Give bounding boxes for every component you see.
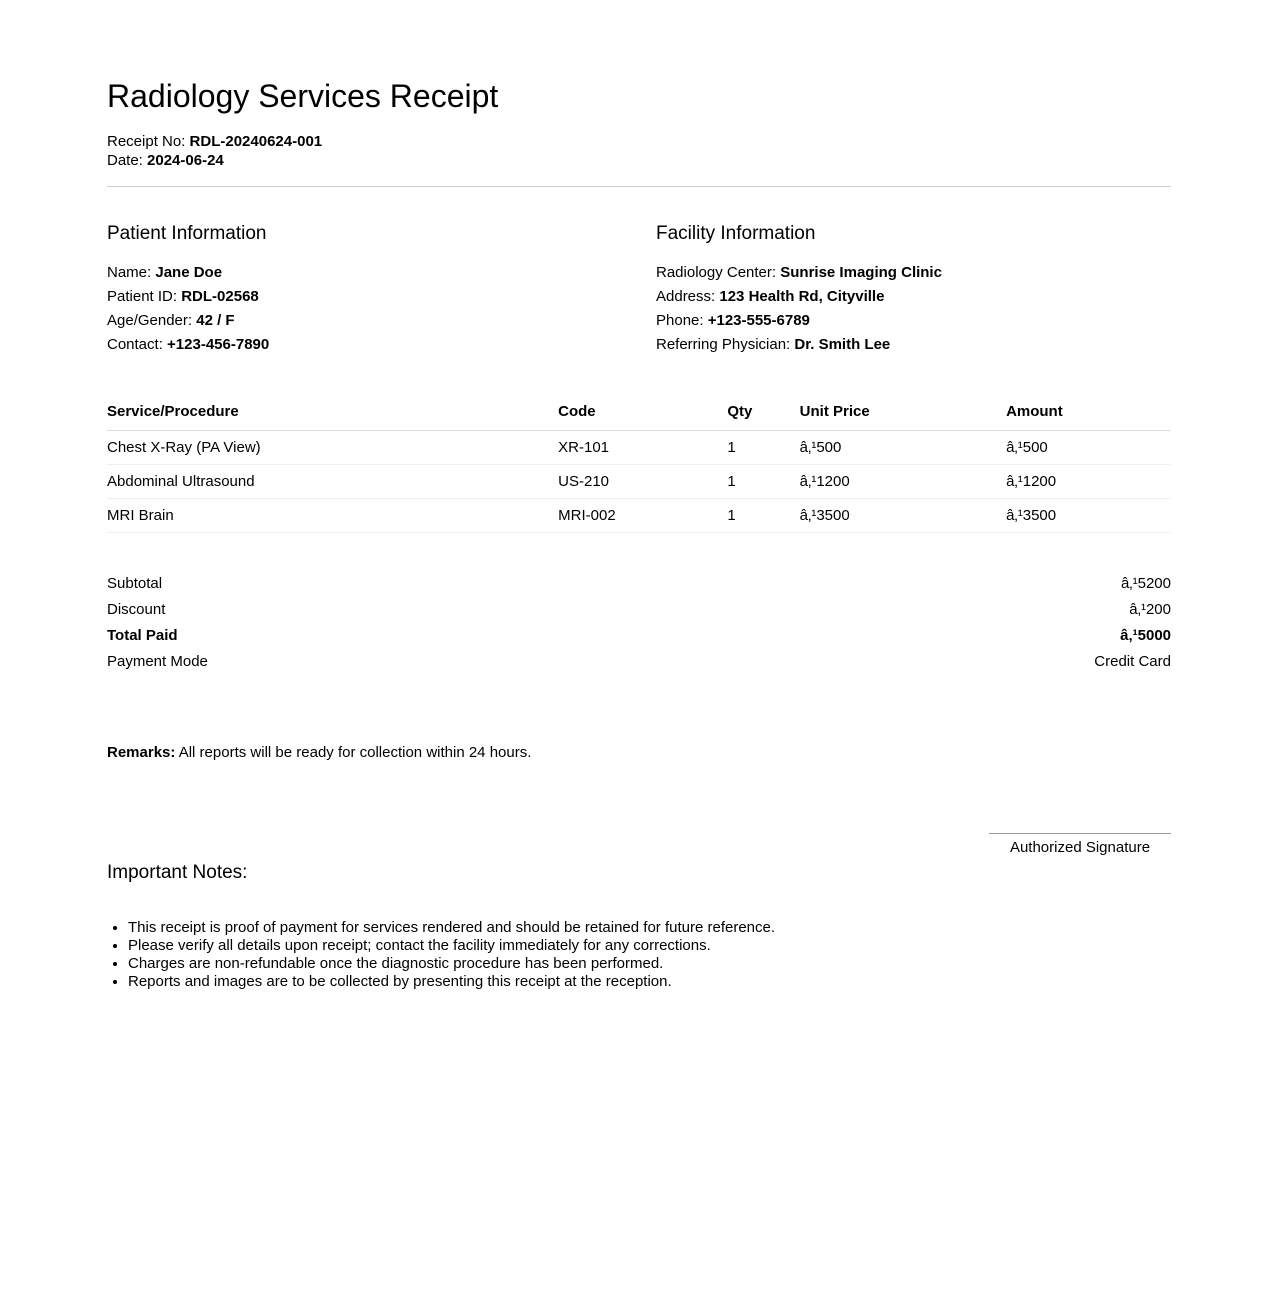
table-row	[107, 430, 1171, 464]
cell-unit-price: â‚¹500	[800, 430, 1006, 464]
receipt-date-label: Date:	[107, 151, 143, 169]
signature-label: Authorized Signature	[1009, 838, 1151, 856]
remarks-text: All reports will be ready for collection within 24 hours.	[178, 743, 532, 761]
list-item: • This receipt is proof of payment for services rendered and should be retained for future reference.	[128, 919, 1171, 937]
field-value: Jane Doe	[155, 263, 223, 281]
discount-value: â‚¹200	[1129, 600, 1171, 618]
col-header-amount: Amount	[1006, 400, 1171, 431]
cell-unit-price: â‚¹3500	[800, 498, 1006, 532]
total-paid-row	[107, 623, 1171, 649]
header-divider	[107, 186, 1171, 187]
facility-fields	[656, 261, 1171, 357]
table-row	[107, 498, 1171, 532]
patient-section-title: Patient Information	[107, 222, 267, 244]
subtotal-value: â‚¹5200	[1120, 574, 1171, 592]
list-item: • Please verify all details upon receipt; contact the facility immediately for any corrections.	[128, 937, 1171, 955]
cell-amount: â‚¹1200	[1006, 464, 1171, 498]
subtotal-row	[107, 571, 1171, 597]
field-value: 123 Health Rd, Cityville	[719, 287, 885, 305]
list-item: • Charges are non-refundable once the diagnostic procedure has been performed.	[128, 955, 1171, 973]
important-notes-title: Important Notes:	[107, 861, 248, 883]
page-title: Radiology Services Receipt	[107, 78, 499, 114]
field-value: +123-555-6789	[707, 311, 810, 329]
col-header-unit-price: Unit Price	[800, 400, 1006, 431]
col-header-service: Service/Procedure	[107, 400, 558, 431]
patient-info-section	[107, 223, 656, 357]
signature-block	[989, 833, 1171, 856]
field-label: Phone:	[656, 311, 704, 329]
cell-service: Chest X-Ray (PA View)	[107, 430, 558, 464]
col-header-code: Code	[558, 400, 727, 431]
cell-qty: 1	[727, 430, 799, 464]
field-label: Contact:	[107, 335, 163, 353]
field-label: Radiology Center:	[656, 263, 777, 281]
subtotal-label: Subtotal	[107, 574, 163, 592]
list-item: • Reports and images are to be collected by presenting this receipt at the reception.	[128, 973, 1171, 991]
cell-amount: â‚¹500	[1006, 430, 1171, 464]
field-label: Age/Gender:	[107, 311, 193, 329]
header-row	[107, 400, 1171, 431]
total-paid-label: Total Paid	[107, 626, 178, 644]
col-header-qty: Qty	[727, 400, 799, 431]
totals-section	[107, 571, 1171, 675]
table-row	[107, 464, 1171, 498]
discount-row	[107, 597, 1171, 623]
facility-phone-field	[656, 309, 1171, 333]
field-value: RDL-02568	[181, 287, 259, 305]
cell-code: XR-101	[558, 430, 727, 464]
payment-mode-label: Payment Mode	[107, 652, 208, 670]
cell-amount: â‚¹3500	[1006, 498, 1171, 532]
cell-service: MRI Brain	[107, 498, 558, 532]
cell-unit-price: â‚¹1200	[800, 464, 1006, 498]
cell-service: Abdominal Ultrasound	[107, 464, 558, 498]
facility-physician-field	[656, 333, 1171, 357]
discount-label: Discount	[107, 600, 166, 618]
patient-age-gender-field	[107, 309, 656, 333]
field-value: +123-456-7890	[167, 335, 270, 353]
facility-address-field	[656, 285, 1171, 309]
receipt-document	[107, 0, 1171, 991]
receipt-date-value: 2024-06-24	[147, 151, 224, 169]
cell-code: US-210	[558, 464, 727, 498]
field-label: Patient ID:	[107, 287, 178, 305]
cell-qty: 1	[727, 464, 799, 498]
receipt-number-label: Receipt No:	[107, 132, 186, 150]
patient-name-field	[107, 261, 656, 285]
field-value: 42 / F	[196, 311, 235, 329]
field-value: Sunrise Imaging Clinic	[780, 263, 942, 281]
facility-info-section	[656, 223, 1171, 357]
important-notes-list	[107, 919, 1171, 991]
remarks-line	[107, 745, 1171, 761]
total-paid-value: â‚¹5000	[1120, 626, 1171, 644]
receipt-number-line	[107, 132, 1171, 151]
cell-qty: 1	[727, 498, 799, 532]
cell-code: MRI-002	[558, 498, 727, 532]
patient-id-field	[107, 285, 656, 309]
services-table-body	[107, 430, 1171, 532]
services-table	[107, 400, 1171, 533]
payment-mode-value: Credit Card	[1094, 652, 1171, 670]
receipt-meta	[107, 132, 1171, 170]
receipt-number-value: RDL-20240624-001	[189, 132, 323, 150]
remarks-label: Remarks:	[107, 743, 176, 761]
field-label: Name:	[107, 263, 152, 281]
patient-fields	[107, 261, 656, 357]
services-table-header	[107, 400, 1171, 431]
facility-center-field	[656, 261, 1171, 285]
payment-mode-row	[107, 649, 1171, 675]
info-columns	[107, 223, 1171, 357]
receipt-date-line	[107, 151, 1171, 170]
field-label: Address:	[656, 287, 716, 305]
facility-section-title: Facility Information	[656, 222, 816, 244]
patient-contact-field	[107, 333, 656, 357]
field-label: Referring Physician:	[656, 335, 791, 353]
field-value: Dr. Smith Lee	[794, 335, 891, 353]
